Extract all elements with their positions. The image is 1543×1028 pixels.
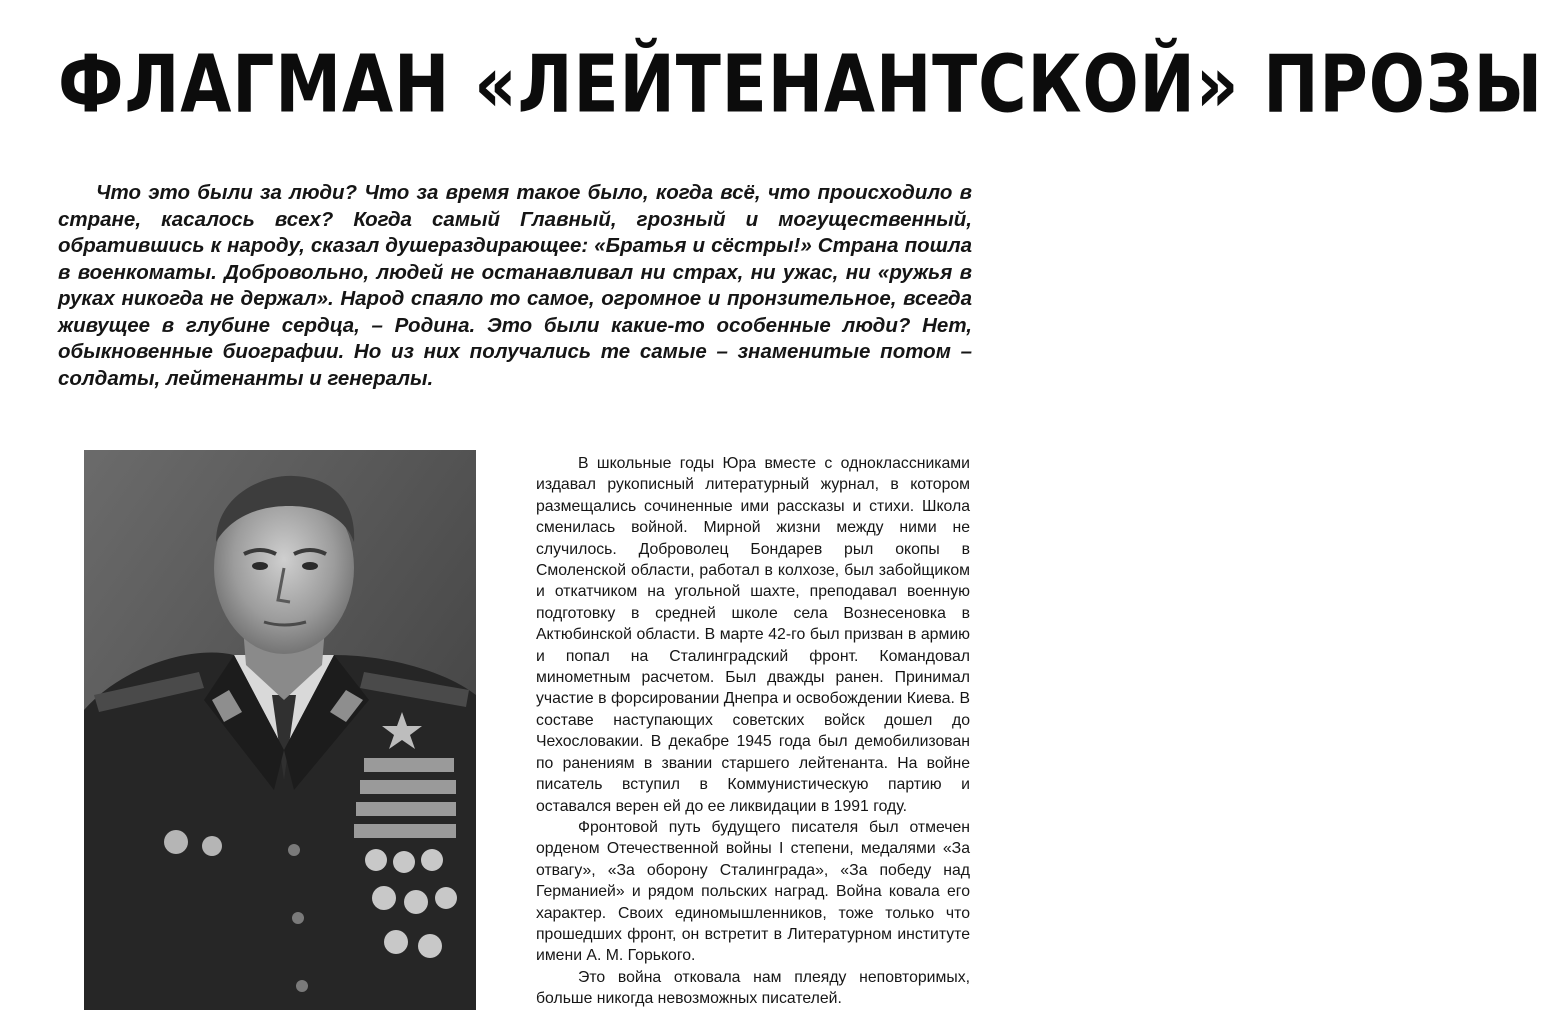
body-paragraph-3: Это война отковала нам плеяду неповторимых, больше никогда невозможных писателей. [536, 968, 970, 1008]
portrait-illustration [84, 450, 476, 1010]
portrait-photo [84, 450, 476, 1010]
body-paragraph-2: Фронтовой путь будущего писателя был отмечен орденом Отечественной войны I степени, медалями «За отвагу», «За оборону Сталинграда», «За победу над Германией» и рядом польских наград. Война ковала его характер. Своих единомышленников, тоже только что прошедших фронт, он встретит в Литературном институте имени А. М. Горького. [536, 818, 970, 965]
article-lead: Что это были за люди? Что за время такое было, когда всё, что происходило в стране, касалось всех? Когда самый Главный, грозный и могущественный, обратившись к народу, сказал душераздирающее: «Братья и сёстры!» Страна пошла в военкоматы. Добровольно, людей не останавливал ни страх, ни ужас, ни «ружья в руках никогда не держал». Народ спаяло то самое, огромное и пронзительное, всегда живущее в глубине сердца, – Родина. Это были какие-то особенные люди? Нет, обыкновенные биографии. Но из них получались те самые – знаменитые потом – солдаты, лейтенанты и генералы. [58, 181, 972, 390]
body-paragraph-1: В школьные годы Юра вместе с одноклассниками издавал рукописный литературный журнал, в котором размещались сочиненные ими рассказы и стихи. Школа сменилась войной. Мирной жизни между ними не случилось. Доброволец Бондарев рыл окопы в Смоленской области, работал в колхозе, был забойщиком и откатчиком на угольной шахте, преподавал военную подготовку в средней школе села Вознесеновка в Актюбинской области. В марте 42-го был призван в армию и попал на Сталинградский фронт. Командовал минометным расчетом. Был дважды ранен. Принимал участие в форсировании Днепра и освобождении Киева. В составе наступающих советских войск дошел до Чехословакии. В декабре 1945 года был демобилизован по ранениям в звании старшего лейтенанта. На войне писатель вступил в Коммунистическую партию и оставался верен ей до ее ликвидации в 1991 году. [536, 455, 970, 815]
article-body [536, 453, 970, 1010]
article-title: ФЛАГМАН «ЛЕЙТЕНАНТСКОЙ» ПРОЗЫ [58, 36, 1543, 131]
